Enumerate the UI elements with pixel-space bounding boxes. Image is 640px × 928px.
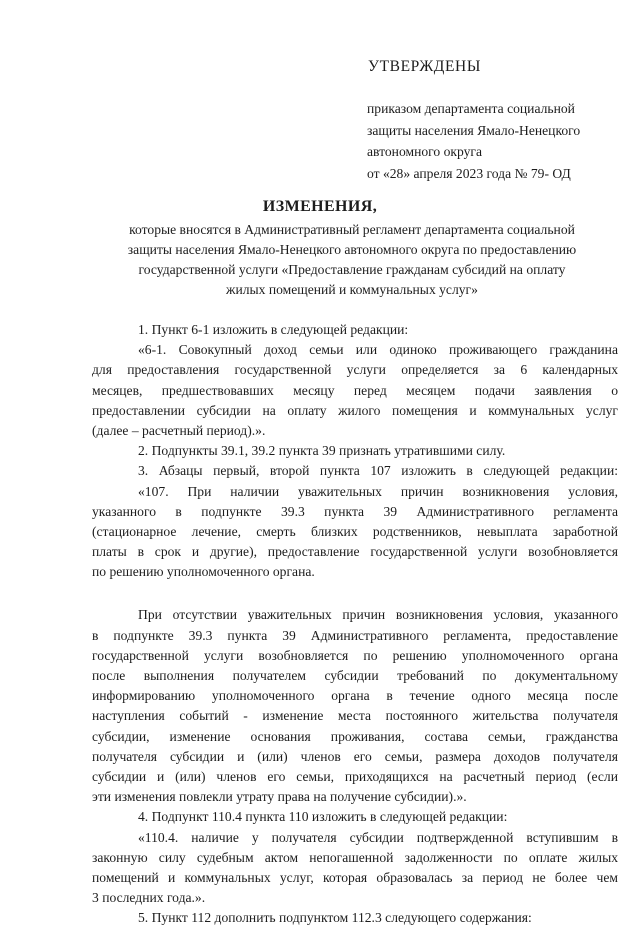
body-line: законную силу судебным актом непогашенной задолженности по оплате жилых xyxy=(92,849,618,865)
body-line: 5. Пункт 112 дополнить подпунктом 112.3 следующего содержания: xyxy=(138,910,532,926)
body-line: предоставлении субсидии на оплату жилого помещения и коммунальных услуг xyxy=(92,402,618,418)
subtitle-line: которые вносятся в Административный регламент департамента социальной xyxy=(129,222,575,237)
body-line: месяцев, предшествовавших месяцу перед месяцем подачи заявления о xyxy=(92,382,618,398)
body-line: в подпункте 39.3 пункта 39 Административного регламента, предоставление xyxy=(92,627,618,643)
body-line: субсидии, изменение основания проживания, состава семьи, гражданства xyxy=(92,728,618,744)
body-line: субсидии и (или) членов его семьи, приходящихся на расчетный период (если xyxy=(92,768,618,784)
body-line: «110.4. наличие у получателя субсидии подтвержденной вступившим в xyxy=(138,829,618,845)
order-line: приказом департамента социальной xyxy=(367,101,575,116)
body-line: указанного в подпункте 39.3 пункта 39 Административного регламента xyxy=(92,503,618,519)
body-line: помещений и коммунальных услуг, которая образовалась за период не более чем xyxy=(92,869,618,885)
subtitle-line: защиты населения Ямало-Ненецкого автономного округа по предоставлению xyxy=(127,242,577,257)
document-title: ИЗМЕНЕНИЯ, xyxy=(262,198,378,215)
approval-heading: УТВЕРЖДЕНЫ xyxy=(368,58,481,75)
body-line: (стационарное лечение, смерть близких родственников, невыплата заработной xyxy=(92,523,618,539)
body-line: информированию уполномоченного органа в течение одного месяца после xyxy=(92,688,618,704)
body-line: государственной услуги возобновляется по решению уполномоченного органа xyxy=(92,647,618,663)
body-line: после выполнения получателем субсидии требований по документальному xyxy=(92,668,618,683)
body-line: «6-1. Совокупный доход семьи или одиноко проживающего гражданина xyxy=(138,342,618,358)
document-body xyxy=(92,320,618,928)
approval-order-block xyxy=(367,98,580,184)
subtitle-line: государственной услуги «Предоставление гражданам субсидий на оплату xyxy=(138,262,566,277)
order-line: защиты населения Ямало-Ненецкого xyxy=(367,122,581,138)
order-line: от «28» апреля 2023 года № 79- ОД xyxy=(367,165,571,181)
body-line: 1. Пункт 6-1 изложить в следующей редакции: xyxy=(138,322,409,337)
subtitle-line: жилых помещений и коммунальных услуг» xyxy=(226,282,478,297)
body-line: эти изменения повлекли утрату права на получение субсидии).». xyxy=(92,789,467,805)
body-line: получателя субсидии и (или) членов его семьи, размера доходов получателя xyxy=(92,748,618,764)
body-line: 3 последних года.». xyxy=(92,890,206,906)
body-line: платы в срок и другие), предоставление государственной услуги возобновляется xyxy=(92,544,618,560)
body-line: для предоставления государственной услуги определяется за 6 календарных xyxy=(92,362,618,378)
body-line: по решению уполномоченного органа. xyxy=(92,564,315,580)
body-line: 3. Абзацы первый, второй пункта 107 изложить в следующей редакции: xyxy=(138,463,618,479)
body-line: При отсутствии уважительных причин возникновения условия, указанного xyxy=(138,607,618,623)
document-subtitle xyxy=(92,220,612,300)
order-line: автономного округа xyxy=(367,144,483,159)
body-line: 4. Подпункт 110.4 пункта 110 изложить в следующей редакции: xyxy=(138,809,508,825)
body-line: «107. При наличии уважительных причин возникновения условия, xyxy=(138,483,618,499)
body-line: наступления событий - изменение места постоянного жительства получателя xyxy=(92,708,618,724)
paragraph-gap xyxy=(92,582,618,605)
body-line: (далее – расчетный период).». xyxy=(92,422,266,438)
body-line: 2. Подпункты 39.1, 39.2 пункта 39 признать утратившими силу. xyxy=(138,443,506,459)
